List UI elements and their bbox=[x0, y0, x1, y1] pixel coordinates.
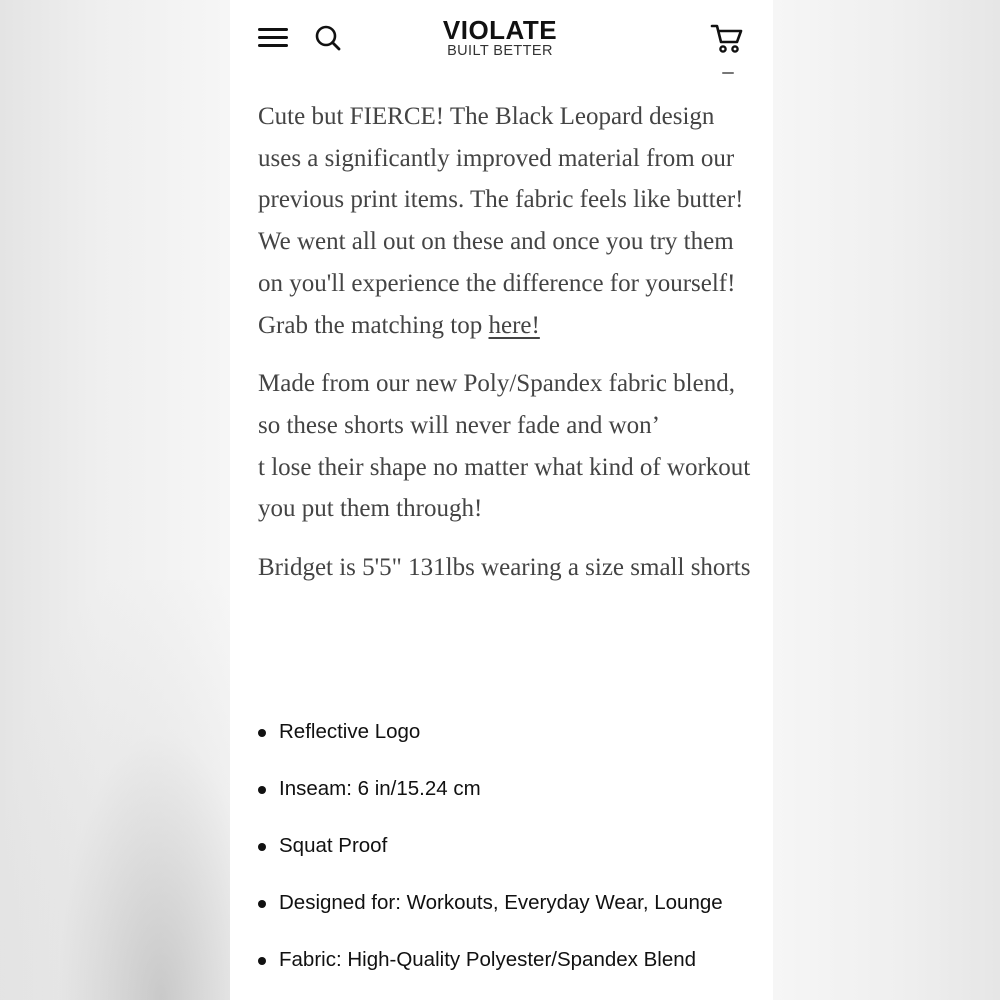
bullet-icon bbox=[258, 900, 266, 908]
description-paragraph-2 bbox=[258, 363, 758, 530]
feature-text: Squat Proof bbox=[279, 834, 388, 857]
description-paragraph-3: Bridget is 5'5" 131lbs wearing a size small shorts bbox=[258, 554, 751, 582]
bullet-icon bbox=[258, 843, 266, 851]
shopping-cart-icon[interactable] bbox=[710, 22, 744, 54]
search-icon[interactable] bbox=[314, 24, 342, 52]
list-item bbox=[258, 767, 758, 824]
description-paragraph-1-text: Cute but FIERCE! The Black Leopard design uses a significantly improved material from our previous print items. The fabric feels like butter! We went all out on these and once you try them on you'll experience the difference for yourself! Grab the matching top bbox=[258, 103, 744, 339]
list-item bbox=[258, 710, 758, 767]
feature-list bbox=[258, 710, 758, 995]
mobile-page bbox=[230, 0, 773, 1000]
feature-text: Reflective Logo bbox=[279, 720, 421, 743]
matching-top-link[interactable]: here! bbox=[488, 311, 540, 339]
feature-text: Inseam: 6 in/15.24 cm bbox=[279, 777, 481, 800]
description-paragraph-1 bbox=[258, 96, 758, 346]
background-shadow bbox=[0, 580, 230, 1000]
list-item bbox=[258, 881, 758, 938]
bullet-icon bbox=[258, 957, 266, 965]
description-paragraph-2-line-1: Made from our new Poly/Spandex fabric blend, so these shorts will never fade and won’ bbox=[258, 370, 735, 439]
feature-text: Fabric: High-Quality Polyester/Spandex Blend bbox=[279, 948, 697, 971]
site-header bbox=[230, 0, 773, 78]
product-description bbox=[258, 96, 758, 589]
logo-title: VIOLATE bbox=[442, 15, 558, 45]
description-paragraph-2-line-2: t lose their shape no matter what kind of workout you put them through! bbox=[258, 453, 751, 523]
bullet-icon bbox=[258, 729, 266, 737]
bullet-icon bbox=[258, 786, 266, 794]
feature-text: Designed for: Workouts, Everyday Wear, Lounge bbox=[279, 891, 723, 914]
list-item bbox=[258, 824, 758, 881]
scroll-indicator bbox=[722, 72, 734, 74]
hamburger-menu-icon[interactable] bbox=[258, 26, 288, 48]
logo-subtitle: BUILT BETTER bbox=[447, 43, 553, 59]
brand-logo[interactable] bbox=[400, 16, 600, 58]
list-item bbox=[258, 938, 758, 995]
